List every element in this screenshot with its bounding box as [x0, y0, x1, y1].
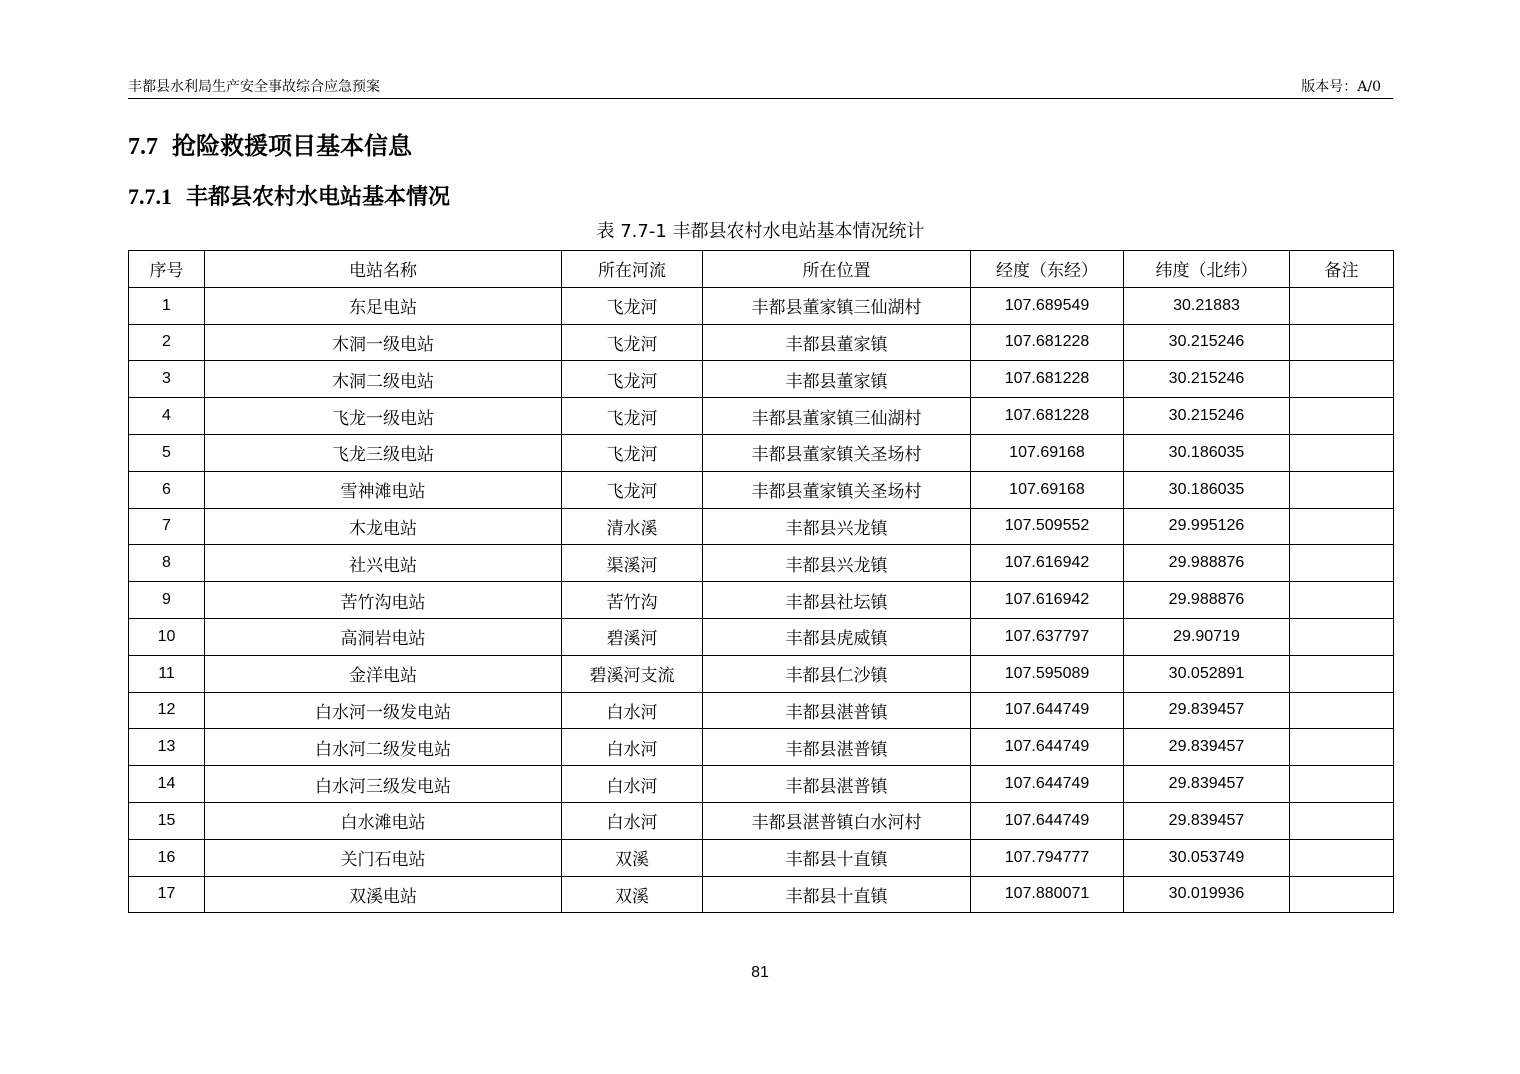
cell-longitude: 107.689549 [971, 287, 1124, 324]
cell-longitude: 107.880071 [971, 876, 1124, 913]
document-title: 丰都县水利局生产安全事故综合应急预案 [128, 79, 380, 95]
table-row [129, 802, 1394, 839]
table-row [129, 618, 1394, 655]
cell-longitude: 107.644749 [971, 729, 1124, 766]
page-header [128, 77, 1393, 99]
column-header-longitude: 经度（东经） [971, 251, 1124, 288]
column-header-index: 序号 [129, 251, 205, 288]
page-number: 81 [751, 964, 769, 981]
cell-station-name: 木洞二级电站 [205, 361, 562, 398]
cell-location: 丰都县董家镇 [703, 324, 971, 361]
cell-remarks [1290, 766, 1394, 803]
cell-location: 丰都县十直镇 [703, 839, 971, 876]
cell-index: 12 [129, 692, 205, 729]
column-header-station-name: 电站名称 [205, 251, 562, 288]
version-label: 版本号：A/0 [1301, 79, 1381, 95]
cell-remarks [1290, 582, 1394, 619]
cell-latitude: 30.052891 [1124, 655, 1290, 692]
cell-index: 16 [129, 839, 205, 876]
cell-longitude: 107.69168 [971, 434, 1124, 471]
subsection-number: 7.7.1 [128, 184, 172, 209]
cell-remarks [1290, 434, 1394, 471]
cell-index: 1 [129, 287, 205, 324]
cell-station-name: 白水河三级发电站 [205, 766, 562, 803]
table-row [129, 839, 1394, 876]
cell-longitude: 107.595089 [971, 655, 1124, 692]
cell-remarks [1290, 287, 1394, 324]
cell-river: 飞龙河 [562, 287, 703, 324]
cell-remarks [1290, 876, 1394, 913]
cell-station-name: 苦竹沟电站 [205, 582, 562, 619]
table-row [129, 876, 1394, 913]
cell-latitude: 29.995126 [1124, 508, 1290, 545]
cell-station-name: 金洋电站 [205, 655, 562, 692]
cell-location: 丰都县董家镇 [703, 361, 971, 398]
cell-index: 6 [129, 471, 205, 508]
cell-longitude: 107.69168 [971, 471, 1124, 508]
cell-latitude: 29.988876 [1124, 545, 1290, 582]
cell-latitude: 30.019936 [1124, 876, 1290, 913]
cell-index: 8 [129, 545, 205, 582]
cell-index: 5 [129, 434, 205, 471]
table-row [129, 471, 1394, 508]
cell-remarks [1290, 655, 1394, 692]
cell-remarks [1290, 398, 1394, 435]
cell-latitude: 29.839457 [1124, 692, 1290, 729]
hydropower-stations-table [128, 250, 1394, 913]
cell-longitude: 107.637797 [971, 618, 1124, 655]
cell-latitude: 29.988876 [1124, 582, 1290, 619]
cell-longitude: 107.644749 [971, 802, 1124, 839]
cell-latitude: 30.186035 [1124, 471, 1290, 508]
cell-river: 双溪 [562, 839, 703, 876]
cell-location: 丰都县湛普镇 [703, 766, 971, 803]
cell-longitude: 107.616942 [971, 582, 1124, 619]
cell-latitude: 30.186035 [1124, 434, 1290, 471]
cell-index: 14 [129, 766, 205, 803]
cell-station-name: 双溪电站 [205, 876, 562, 913]
table-body [129, 287, 1394, 913]
cell-river: 飞龙河 [562, 324, 703, 361]
cell-location: 丰都县兴龙镇 [703, 508, 971, 545]
cell-river: 白水河 [562, 729, 703, 766]
cell-longitude: 107.644749 [971, 692, 1124, 729]
table-row [129, 324, 1394, 361]
table-row [129, 287, 1394, 324]
cell-remarks [1290, 471, 1394, 508]
cell-latitude: 29.90719 [1124, 618, 1290, 655]
cell-longitude: 107.681228 [971, 398, 1124, 435]
cell-remarks [1290, 361, 1394, 398]
cell-latitude: 29.839457 [1124, 729, 1290, 766]
cell-index: 11 [129, 655, 205, 692]
cell-station-name: 高洞岩电站 [205, 618, 562, 655]
cell-river: 双溪 [562, 876, 703, 913]
cell-river: 苦竹沟 [562, 582, 703, 619]
cell-station-name: 飞龙一级电站 [205, 398, 562, 435]
cell-location: 丰都县仁沙镇 [703, 655, 971, 692]
section-heading [128, 128, 412, 165]
cell-remarks [1290, 618, 1394, 655]
cell-location: 丰都县社坛镇 [703, 582, 971, 619]
column-header-latitude: 纬度（北纬） [1124, 251, 1290, 288]
cell-remarks [1290, 729, 1394, 766]
cell-longitude: 107.681228 [971, 361, 1124, 398]
cell-location: 丰都县兴龙镇 [703, 545, 971, 582]
subsection-title: 丰都县农村水电站基本情况 [186, 184, 451, 210]
cell-river: 飞龙河 [562, 434, 703, 471]
cell-station-name: 白水河一级发电站 [205, 692, 562, 729]
cell-station-name: 雪神滩电站 [205, 471, 562, 508]
cell-index: 13 [129, 729, 205, 766]
cell-remarks [1290, 839, 1394, 876]
cell-river: 白水河 [562, 692, 703, 729]
cell-river: 清水溪 [562, 508, 703, 545]
table-caption: 表 7.7-1 丰都县农村水电站基本情况统计 [596, 221, 925, 242]
cell-location: 丰都县董家镇三仙湖村 [703, 398, 971, 435]
cell-river: 碧溪河支流 [562, 655, 703, 692]
cell-index: 3 [129, 361, 205, 398]
cell-station-name: 关门石电站 [205, 839, 562, 876]
cell-location: 丰都县十直镇 [703, 876, 971, 913]
cell-latitude: 30.21883 [1124, 287, 1290, 324]
cell-index: 9 [129, 582, 205, 619]
cell-longitude: 107.509552 [971, 508, 1124, 545]
cell-station-name: 木龙电站 [205, 508, 562, 545]
cell-river: 渠溪河 [562, 545, 703, 582]
cell-location: 丰都县虎威镇 [703, 618, 971, 655]
table-row [129, 729, 1394, 766]
cell-location: 丰都县湛普镇白水河村 [703, 802, 971, 839]
cell-station-name: 社兴电站 [205, 545, 562, 582]
cell-latitude: 29.839457 [1124, 766, 1290, 803]
table-row [129, 398, 1394, 435]
cell-location: 丰都县湛普镇 [703, 729, 971, 766]
table-row [129, 434, 1394, 471]
cell-station-name: 白水滩电站 [205, 802, 562, 839]
cell-latitude: 30.053749 [1124, 839, 1290, 876]
cell-latitude: 30.215246 [1124, 398, 1290, 435]
table-row [129, 655, 1394, 692]
cell-index: 4 [129, 398, 205, 435]
cell-remarks [1290, 545, 1394, 582]
subsection-heading [128, 180, 450, 214]
cell-remarks [1290, 508, 1394, 545]
cell-river: 飞龙河 [562, 361, 703, 398]
cell-index: 17 [129, 876, 205, 913]
cell-remarks [1290, 692, 1394, 729]
cell-longitude: 107.794777 [971, 839, 1124, 876]
table-row [129, 545, 1394, 582]
cell-location: 丰都县董家镇三仙湖村 [703, 287, 971, 324]
cell-remarks [1290, 802, 1394, 839]
table-row [129, 766, 1394, 803]
cell-river: 飞龙河 [562, 471, 703, 508]
cell-river: 白水河 [562, 802, 703, 839]
table-row [129, 361, 1394, 398]
table-header-row [129, 251, 1394, 288]
cell-longitude: 107.616942 [971, 545, 1124, 582]
cell-station-name: 白水河二级发电站 [205, 729, 562, 766]
cell-location: 丰都县湛普镇 [703, 692, 971, 729]
column-header-location: 所在位置 [703, 251, 971, 288]
cell-location: 丰都县董家镇关圣场村 [703, 471, 971, 508]
cell-river: 碧溪河 [562, 618, 703, 655]
table-row [129, 508, 1394, 545]
table-row [129, 582, 1394, 619]
section-number: 7.7 [128, 134, 158, 160]
cell-index: 15 [129, 802, 205, 839]
column-header-river: 所在河流 [562, 251, 703, 288]
cell-remarks [1290, 324, 1394, 361]
cell-latitude: 30.215246 [1124, 324, 1290, 361]
cell-station-name: 东足电站 [205, 287, 562, 324]
cell-location: 丰都县董家镇关圣场村 [703, 434, 971, 471]
cell-index: 10 [129, 618, 205, 655]
cell-index: 2 [129, 324, 205, 361]
cell-river: 飞龙河 [562, 398, 703, 435]
cell-latitude: 30.215246 [1124, 361, 1290, 398]
cell-longitude: 107.681228 [971, 324, 1124, 361]
table-row [129, 692, 1394, 729]
column-header-remarks: 备注 [1290, 251, 1394, 288]
section-title: 抢险救援项目基本信息 [172, 131, 412, 160]
cell-index: 7 [129, 508, 205, 545]
cell-river: 白水河 [562, 766, 703, 803]
cell-longitude: 107.644749 [971, 766, 1124, 803]
cell-station-name: 木洞一级电站 [205, 324, 562, 361]
cell-latitude: 29.839457 [1124, 802, 1290, 839]
cell-station-name: 飞龙三级电站 [205, 434, 562, 471]
